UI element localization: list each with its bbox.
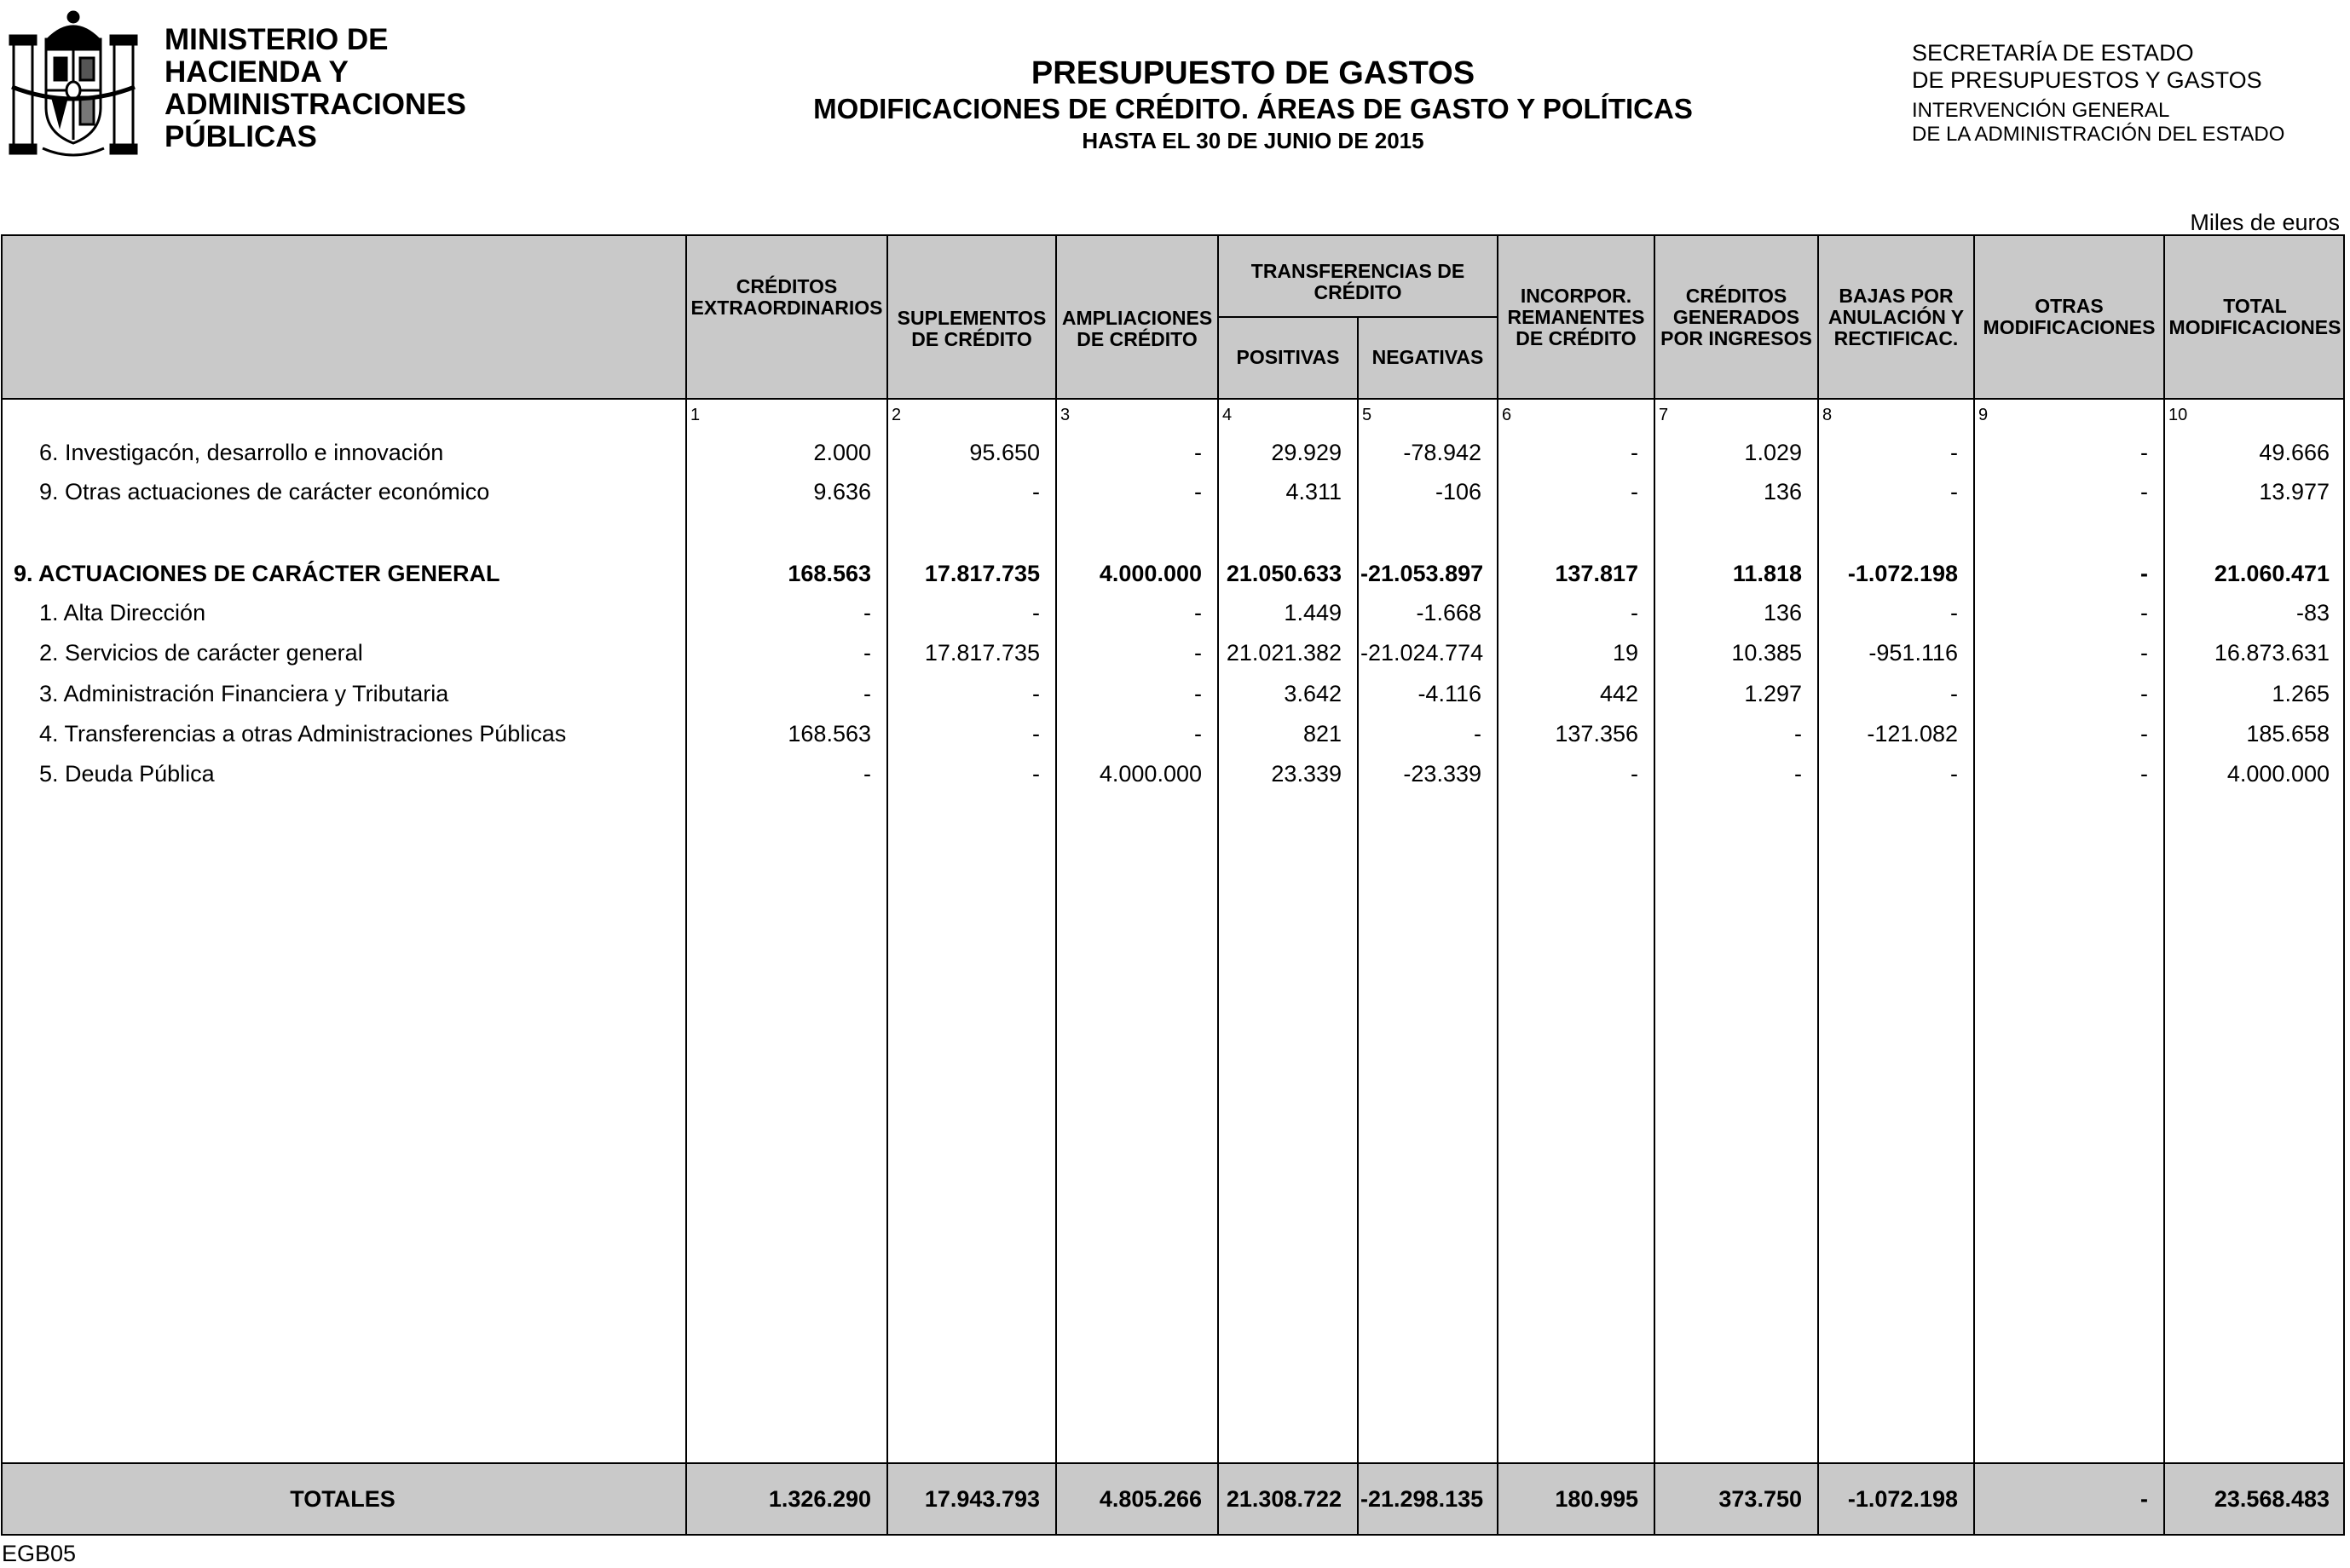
row-value-col-8: - (1950, 600, 1958, 625)
totals-value-col-5: -21.298.135 (1360, 1486, 1484, 1512)
totals-row (0, 1483, 2350, 1522)
ministry-line: MINISTERIO DE (165, 23, 389, 56)
column-header-line: MODIFICACIONES (1983, 316, 2156, 338)
column-header-line: SUPLEMENTOS (897, 307, 1047, 329)
row-value-col-7: - (1794, 761, 1802, 787)
row-value-col-10: 21.060.471 (2214, 561, 2330, 586)
column-divider (2163, 236, 2165, 1534)
column-number: 2 (892, 406, 902, 424)
column-number: 4 (1222, 406, 1233, 424)
column-number: 6 (1502, 406, 1512, 424)
row-value-col-1: 2.000 (813, 440, 871, 465)
column-header-6 (1498, 236, 1654, 398)
totals-value-col-6: 180.995 (1555, 1486, 1638, 1512)
row-value-col-6: 137.356 (1555, 721, 1638, 747)
column-number: 9 (1978, 406, 1989, 424)
column-header-10 (2165, 236, 2345, 398)
row-value-col-4: 21.021.382 (1226, 640, 1342, 666)
row-value-col-4: 821 (1302, 721, 1342, 747)
row-value-col-9: - (2140, 721, 2148, 747)
row-value-col-8: - (1950, 440, 1958, 465)
row-value-col-1: - (863, 640, 871, 666)
column-header-line: AMPLIACIONES (1061, 307, 1213, 329)
row-value-col-10: -83 (2295, 600, 2330, 625)
row-value-col-5: -21.053.897 (1360, 561, 1484, 586)
column-header-1 (687, 241, 886, 354)
column-header-3 (1057, 260, 1217, 398)
row-value-col-5: -4.116 (1418, 681, 1481, 706)
document-title: PRESUPUESTO DE GASTOS (1031, 55, 1475, 91)
row-value-col-5: -106 (1435, 479, 1481, 504)
row-value-col-5: - (1474, 721, 1481, 747)
row-value-col-2: - (1032, 681, 1040, 706)
column-divider (1055, 236, 1057, 1534)
column-number: 5 (1362, 406, 1372, 424)
row-value-col-3: - (1194, 440, 1202, 465)
column-header-line: RECTIFICAC. (1833, 326, 1959, 349)
row-value-col-8: - (1950, 761, 1958, 787)
totals-value-col-3: 4.805.266 (1099, 1486, 1202, 1512)
totals-value-col-10: 23.568.483 (2214, 1486, 2330, 1512)
row-value-col-6: - (1631, 761, 1638, 787)
column-header-8 (1819, 236, 1973, 398)
row-value-col-6: - (1631, 600, 1638, 625)
row-value-col-2: - (1032, 761, 1040, 787)
table-row (0, 476, 2350, 515)
row-value-col-6: - (1631, 440, 1638, 465)
row-label: 9. ACTUACIONES DE CARÁCTER GENERAL (14, 561, 500, 586)
totals-value-col-1: 1.326.290 (768, 1486, 871, 1512)
column-number: 3 (1060, 406, 1071, 424)
row-value-col-5: -1.668 (1416, 600, 1481, 625)
row-value-col-1: 168.563 (788, 721, 871, 747)
ministry-line: PÚBLICAS (165, 120, 317, 153)
column-divider (1817, 236, 1819, 1534)
row-value-col-2: 17.817.735 (924, 640, 1040, 666)
row-value-col-10: 1.265 (2272, 681, 2330, 706)
row-value-col-7: 1.029 (1744, 440, 1802, 465)
row-value-col-6: 19 (1612, 640, 1638, 666)
column-header-line: EXTRAORDINARIOS (690, 297, 883, 319)
row-value-col-2: - (1032, 600, 1040, 625)
row-value-col-9: - (2140, 600, 2148, 625)
row-value-col-9: - (2140, 440, 2148, 465)
row-value-col-8: -121.082 (1867, 721, 1958, 747)
row-value-col-9: - (2140, 640, 2148, 666)
column-header-line: DE CRÉDITO (1516, 326, 1637, 349)
row-value-col-9: - (2140, 681, 2148, 706)
row-value-col-10: 4.000.000 (2226, 761, 2330, 787)
units-label: Miles de euros (2190, 210, 2340, 235)
table-row (0, 758, 2350, 797)
row-value-col-10: 13.977 (2259, 479, 2330, 504)
row-value-col-9: - (2140, 761, 2148, 787)
column-divider (1217, 236, 1219, 1534)
row-label: 6. Investigacón, desarrollo e innovación (39, 440, 444, 465)
row-label: 3. Administración Financiera y Tributaria (39, 681, 449, 706)
column-header-line: NEGATIVAS (1371, 345, 1484, 368)
totals-value-col-7: 373.750 (1718, 1486, 1802, 1512)
row-value-col-4: 4.311 (1285, 479, 1342, 504)
column-header-line: MODIFICACIONES (2168, 316, 2341, 338)
group-header-transferencias (1219, 251, 1497, 313)
table-row (0, 597, 2350, 636)
column-divider (1654, 236, 1655, 1534)
column-header-line: POSITIVAS (1236, 345, 1340, 368)
secretaria-line: SECRETARÍA DE ESTADO (1912, 40, 2194, 66)
row-value-col-1: 168.563 (788, 561, 871, 586)
column-header-line: INCORPOR. (1520, 284, 1632, 307)
column-number: 10 (2168, 406, 2188, 424)
row-value-col-6: - (1631, 479, 1638, 504)
row-value-col-3: - (1194, 479, 1202, 504)
header-bottom-rule (2, 398, 2343, 400)
secretaria-block (1912, 39, 2284, 147)
totals-value-col-8: -1.072.198 (1847, 1486, 1958, 1512)
row-value-col-4: 21.050.633 (1226, 561, 1342, 586)
totals-value-col-9: - (2140, 1486, 2148, 1512)
table-frame (1, 234, 2345, 1536)
column-header-line: CRÉDITOS (736, 275, 838, 297)
row-value-col-1: - (863, 761, 871, 787)
coat-of-arms-logo (9, 5, 138, 167)
table-row (0, 637, 2350, 676)
row-value-col-3: 4.000.000 (1099, 761, 1202, 787)
row-value-col-7: 136 (1763, 600, 1802, 625)
table-row (0, 677, 2350, 717)
column-header-7 (1655, 236, 1817, 398)
row-value-col-4: 1.449 (1284, 600, 1342, 625)
column-header-9 (1975, 236, 2163, 398)
row-value-col-8: - (1950, 479, 1958, 504)
row-value-col-10: 185.658 (2246, 721, 2330, 747)
column-header-line: BAJAS POR (1839, 284, 1954, 307)
column-header-line: ANULACIÓN Y (1827, 305, 1965, 328)
row-label: 2. Servicios de carácter general (39, 640, 363, 666)
row-value-col-5: -23.339 (1403, 761, 1481, 787)
row-value-col-2: - (1032, 479, 1040, 504)
row-value-col-2: 17.817.735 (924, 561, 1040, 586)
row-value-col-4: 29.929 (1271, 440, 1342, 465)
table-row (0, 718, 2350, 757)
row-value-col-10: 16.873.631 (2214, 640, 2330, 666)
ministry-line: HACIENDA Y (165, 55, 349, 89)
totals-value-col-4: 21.308.722 (1226, 1486, 1342, 1512)
row-value-col-7: 1.297 (1744, 681, 1802, 706)
column-header-line: DE CRÉDITO (1077, 328, 1198, 350)
row-value-col-4: 3.642 (1284, 681, 1342, 706)
intervencion-line: DE LA ADMINISTRACIÓN DEL ESTADO (1912, 123, 2285, 146)
row-value-col-5: -21.024.774 (1360, 640, 1484, 666)
row-value-col-9: - (2140, 561, 2148, 586)
column-header-5 (1359, 316, 1497, 398)
column-header-line: TRANSFERENCIAS DE (1250, 260, 1465, 282)
row-value-col-3: - (1194, 600, 1202, 625)
totals-value-col-2: 17.943.793 (924, 1486, 1040, 1512)
secretaria-line: DE PRESUPUESTOS Y GASTOS (1912, 67, 2262, 93)
ministry-line: ADMINISTRACIONES (165, 88, 466, 121)
table-row (0, 436, 2350, 476)
column-header-2 (888, 260, 1055, 398)
ministry-name (165, 24, 466, 153)
row-value-col-7: 11.818 (1732, 561, 1802, 586)
document-subtitle: MODIFICACIONES DE CRÉDITO. ÁREAS DE GASTO Y POLÍTICAS (813, 93, 1693, 124)
column-divider (886, 236, 888, 1534)
row-value-col-3: - (1194, 640, 1202, 666)
row-label: 1. Alta Dirección (39, 600, 206, 625)
column-divider (685, 236, 687, 1534)
column-header-line: GENERADOS (1672, 305, 1800, 328)
column-divider (1973, 236, 1975, 1534)
row-value-col-1: 9.636 (813, 479, 871, 504)
row-value-col-3: 4.000.000 (1099, 561, 1202, 586)
column-header-line: CRÉDITO (1314, 281, 1402, 303)
table-row (0, 557, 2350, 597)
row-label: 9. Otras actuaciones de carácter económico (39, 479, 490, 504)
totals-top-rule (2, 1462, 2343, 1464)
row-value-col-3: - (1194, 721, 1202, 747)
document-title-block (648, 55, 1858, 155)
document-period: HASTA EL 30 DE JUNIO DE 2015 (1082, 128, 1424, 153)
column-header-line: TOTAL (2223, 295, 2287, 317)
report-code: EGB05 (2, 1541, 77, 1566)
column-header-line: CRÉDITOS (1685, 284, 1787, 307)
column-header-line: DE CRÉDITO (911, 328, 1032, 350)
row-value-col-9: - (2140, 479, 2148, 504)
row-value-col-4: 23.339 (1271, 761, 1342, 787)
row-value-col-2: - (1032, 721, 1040, 747)
column-header-line: POR INGRESOS (1660, 326, 1812, 349)
row-value-col-7: 10.385 (1731, 640, 1802, 666)
row-value-col-5: -78.942 (1403, 440, 1481, 465)
column-header-4 (1219, 316, 1357, 398)
intervencion-line: INTERVENCIÓN GENERAL (1912, 99, 2170, 122)
row-value-col-7: - (1794, 721, 1802, 747)
row-value-col-2: 95.650 (969, 440, 1040, 465)
column-header-line: REMANENTES (1507, 305, 1645, 328)
row-value-col-1: - (863, 681, 871, 706)
column-divider (1497, 236, 1498, 1534)
row-value-col-10: 49.666 (2259, 440, 2330, 465)
column-number: 1 (690, 406, 701, 424)
row-value-col-3: - (1194, 681, 1202, 706)
row-value-col-6: 442 (1599, 681, 1638, 706)
column-number: 7 (1659, 406, 1669, 424)
row-value-col-8: -1.072.198 (1847, 561, 1958, 586)
column-header-line: OTRAS (2035, 295, 2104, 317)
column-number: 8 (1822, 406, 1833, 424)
row-value-col-6: 137.817 (1555, 561, 1638, 586)
row-value-col-7: 136 (1763, 479, 1802, 504)
row-value-col-1: - (863, 600, 871, 625)
row-label: 4. Transferencias a otras Administraciones Públicas (39, 721, 567, 747)
totals-label: TOTALES (290, 1486, 396, 1512)
row-label: 5. Deuda Pública (39, 761, 215, 787)
row-value-col-8: - (1950, 681, 1958, 706)
row-value-col-8: -951.116 (1868, 640, 1958, 666)
